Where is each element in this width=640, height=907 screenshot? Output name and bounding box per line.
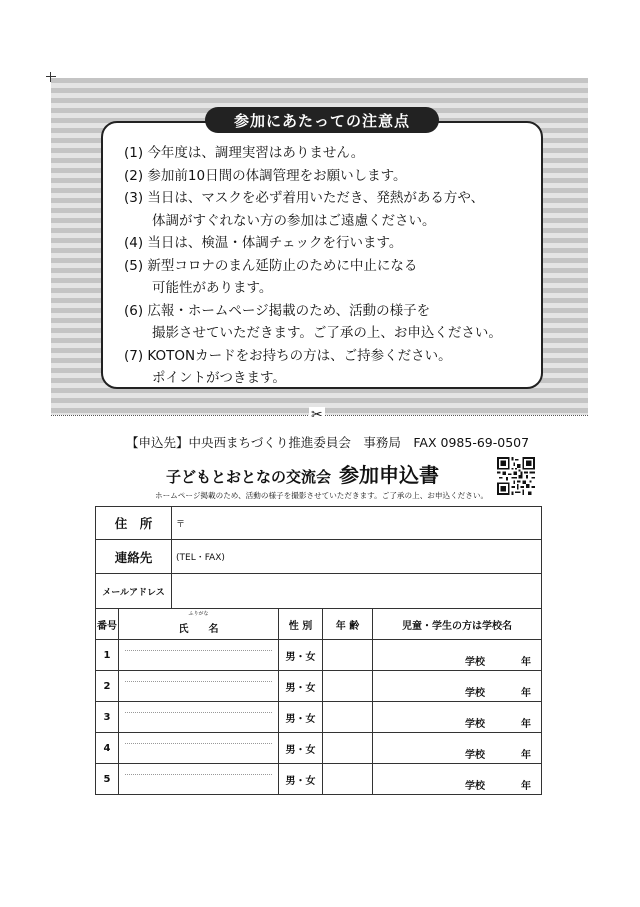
grade-suffix: 年 (521, 749, 532, 761)
notice-item: 可能性があります。 (152, 280, 273, 296)
qr-code-icon[interactable] (497, 457, 535, 495)
row-number: 3 (96, 702, 119, 733)
age-field[interactable] (323, 733, 373, 764)
furigana-line (125, 743, 272, 744)
grade-suffix: 年 (521, 687, 532, 699)
notice-list (124, 142, 534, 390)
furigana-line (125, 774, 272, 775)
sex-choice[interactable]: 男・女 (279, 702, 323, 733)
age-field[interactable] (323, 702, 373, 733)
table-row (96, 671, 542, 702)
contact-field[interactable]: (TEL・FAX) (176, 553, 225, 563)
notice-item: (1) 今年度は、調理実習はありません。 (124, 145, 365, 161)
notice-item: (6) 広報・ホームページ掲載のため、活動の様子を (124, 302, 431, 319)
form-title (166, 459, 439, 488)
school-suffix: 学校 (465, 687, 486, 699)
application-form (95, 506, 542, 795)
submit-to: 【申込先】中央西まちづくり推進委員会 事務局 FAX 0985-69-0507 (126, 435, 530, 450)
furigana-label: ふりがな (188, 611, 209, 617)
school-suffix: 学校 (465, 718, 486, 730)
table-row (96, 733, 542, 764)
notice-item: 撮影させていただきます。ご了承の上、お申込ください。 (152, 325, 502, 341)
table-row (96, 702, 542, 733)
email-label-row (96, 574, 542, 609)
age-field[interactable] (323, 640, 373, 671)
col-number-header: 番号 (96, 609, 119, 640)
address-field[interactable]: 〒 (176, 520, 186, 530)
furigana-line (125, 650, 272, 651)
sex-choice[interactable]: 男・女 (279, 733, 323, 764)
col-age-header: 年 齢 (323, 609, 373, 640)
form-title-small: 子どもとおとなの交流会 (166, 468, 332, 486)
furigana-line (125, 681, 272, 682)
name-field[interactable] (119, 640, 279, 671)
col-name-header (119, 609, 279, 640)
contact-label-row (96, 540, 542, 574)
table-row (96, 640, 542, 671)
notice-item: ポイントがつきます。 (152, 370, 286, 386)
name-field[interactable] (119, 702, 279, 733)
email-field[interactable] (172, 574, 541, 608)
row-number: 1 (96, 640, 119, 671)
form-title-large: 参加申込書 (339, 463, 440, 487)
grade-suffix: 年 (521, 780, 532, 792)
age-field[interactable] (323, 764, 373, 795)
school-suffix: 学校 (465, 656, 486, 668)
address-label: 住 所 (96, 507, 172, 539)
furigana-line (125, 712, 272, 713)
grade-suffix: 年 (521, 718, 532, 730)
name-field[interactable] (119, 671, 279, 702)
notice-item: (5) 新型コロナのまん延防止のために中止になる (124, 257, 418, 274)
school-field[interactable] (373, 764, 542, 795)
sex-choice[interactable]: 男・女 (279, 671, 323, 702)
address-label-row (96, 507, 542, 540)
col-school-header: 児童・学生の方は学校名 (373, 609, 542, 640)
school-field[interactable] (373, 671, 542, 702)
photo-notice: ホームページ掲載のため、活動の様子を撮影させていただきます。ご了承の上、お申込ください。 (155, 491, 489, 500)
name-field[interactable] (119, 733, 279, 764)
notice-item: (4) 当日は、検温・体調チェックを行います。 (124, 235, 403, 251)
name-header-label: 氏 名 (178, 623, 219, 635)
email-label: メールアドレス (96, 574, 172, 608)
row-number: 2 (96, 671, 119, 702)
school-field[interactable] (373, 733, 542, 764)
notice-title: 参加にあたっての注意点 (205, 107, 439, 133)
row-number: 4 (96, 733, 119, 764)
grade-suffix: 年 (521, 656, 532, 668)
col-sex-header: 性 別 (279, 609, 323, 640)
age-field[interactable] (323, 671, 373, 702)
school-suffix: 学校 (465, 749, 486, 761)
notice-item: (7) KOTONカードをお持ちの方は、ご持参ください。 (124, 347, 452, 364)
scissors-icon: ✂ (311, 407, 323, 423)
sex-choice[interactable]: 男・女 (279, 764, 323, 795)
school-suffix: 学校 (465, 780, 486, 792)
notice-item: 体調がすぐれない方の参加はご遠慮ください。 (152, 212, 436, 229)
contact-label: 連絡先 (96, 540, 172, 573)
notice-item: (3) 当日は、マスクを必ず着用いただき、発熱がある方や、 (124, 190, 485, 206)
name-field[interactable] (119, 764, 279, 795)
table-row (96, 764, 542, 795)
notice-item: (2) 参加前10日間の体調管理をお願いします。 (124, 167, 407, 184)
row-number: 5 (96, 764, 119, 795)
school-field[interactable] (373, 640, 542, 671)
school-field[interactable] (373, 702, 542, 733)
sex-choice[interactable]: 男・女 (279, 640, 323, 671)
